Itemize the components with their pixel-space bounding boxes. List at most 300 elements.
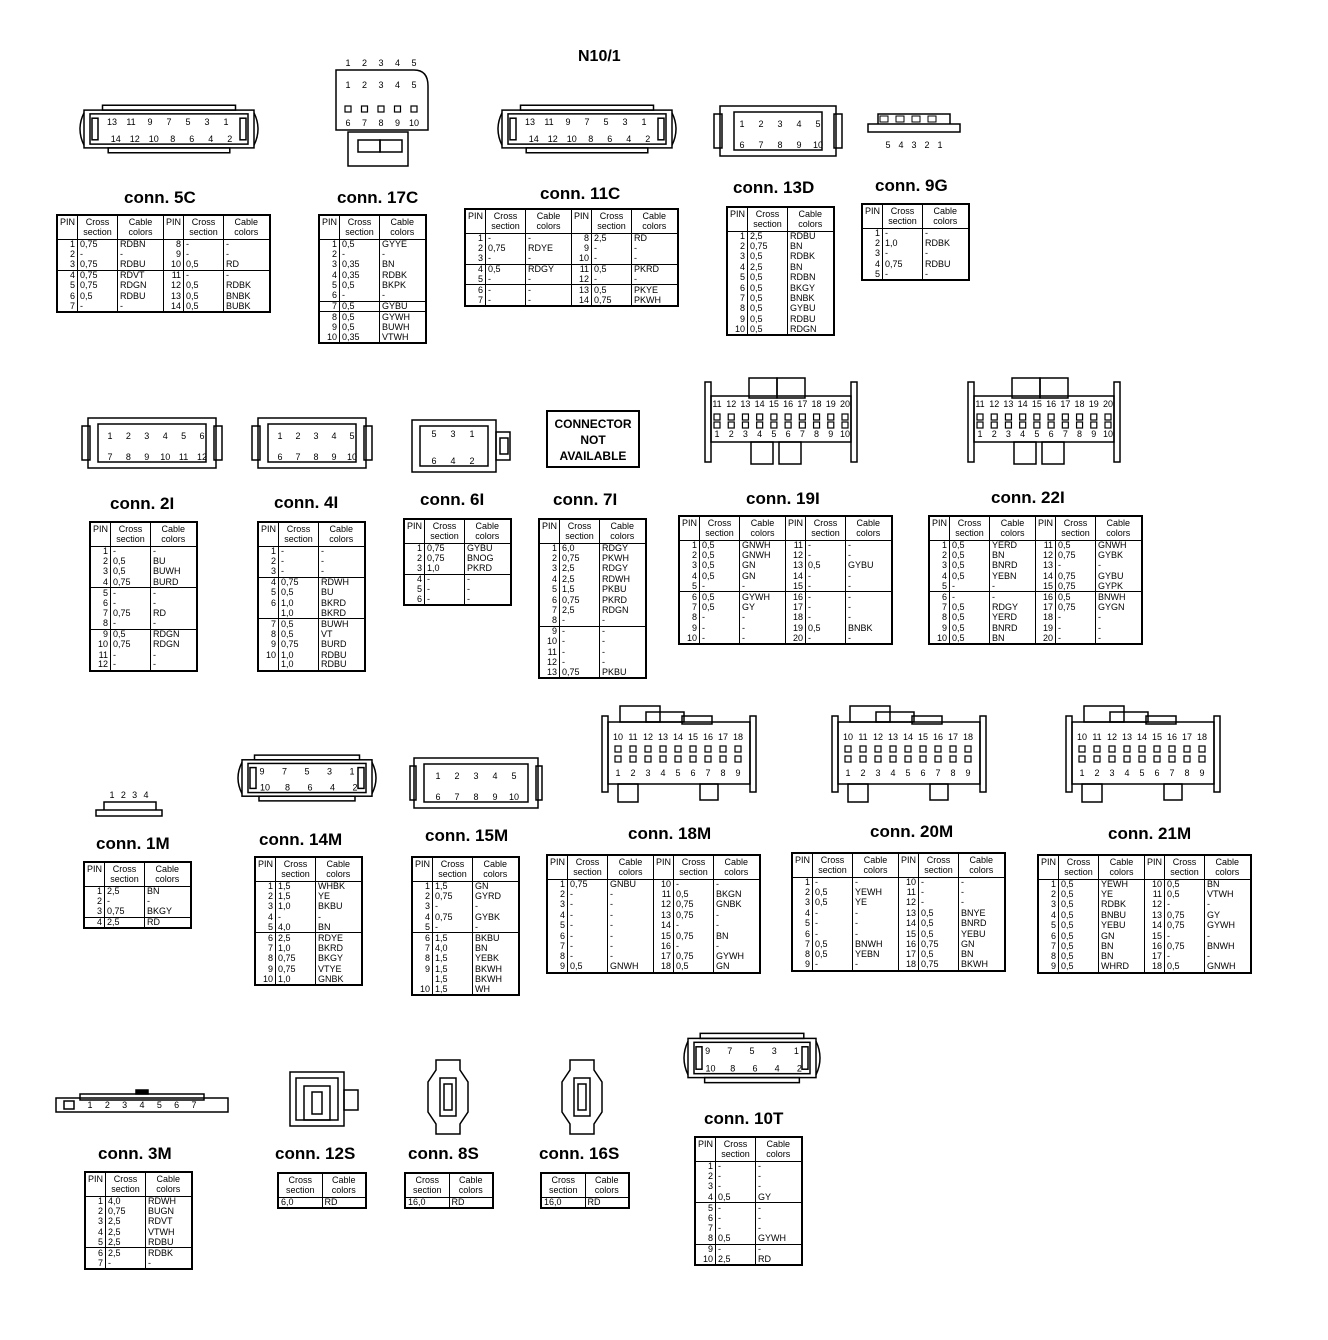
- connector-22i-drawing: [966, 376, 1122, 468]
- pin-number-label: 12: [129, 133, 140, 144]
- cross-section: -: [716, 1182, 756, 1192]
- pin-number: 6: [255, 933, 276, 943]
- pin-number-label: 6: [1154, 768, 1160, 778]
- pin-row: [57, 249, 270, 259]
- connector-outline: [64, 1101, 74, 1109]
- cross-section: 0,5: [674, 962, 714, 972]
- cable-color: GY: [756, 1192, 802, 1202]
- cross-section: 0,75: [1056, 582, 1096, 592]
- cable-color: BN: [788, 241, 834, 251]
- pin-number-label: 1: [107, 431, 113, 441]
- pin-number: 18: [899, 960, 919, 970]
- cross-section: 0,5: [813, 898, 853, 908]
- connector-outline: [700, 784, 718, 800]
- header-pin: PIN: [164, 215, 184, 239]
- header-cc: Cable colors: [380, 215, 426, 239]
- header-pin: PIN: [654, 855, 674, 879]
- pin-row: [404, 564, 511, 574]
- pin-number-label: 14: [902, 732, 914, 742]
- connector-5c-drawing: [74, 102, 264, 156]
- pin-row: [255, 943, 362, 953]
- connector-label-10t: conn. 10T: [704, 1109, 784, 1128]
- cross-section: -: [950, 592, 990, 602]
- cross-section: -: [716, 1213, 756, 1223]
- connector-label-3m: conn. 3M: [98, 1144, 172, 1163]
- pin-number: 4: [84, 917, 105, 928]
- header-pin: PIN: [695, 1137, 716, 1161]
- connector-outline: [500, 438, 508, 454]
- connector-13d-drawing: [714, 100, 842, 162]
- pin-row: [862, 270, 969, 280]
- cross-section: -: [279, 567, 319, 577]
- pin-number: 13: [572, 285, 592, 295]
- cross-section: -: [568, 910, 608, 920]
- pin-number-label: 1: [277, 431, 283, 441]
- pin-number: 2: [412, 891, 433, 901]
- pin-cavity: [950, 756, 956, 762]
- pin-number-label: 16: [1166, 732, 1178, 742]
- connector-label-19i: conn. 19I: [746, 489, 820, 508]
- pin-row: [792, 929, 1005, 939]
- cross-section: 0,75: [433, 912, 473, 922]
- pin-row: [727, 231, 834, 241]
- header-cc: Cable colors: [632, 209, 678, 233]
- pin-row: [727, 252, 834, 262]
- pin-number-label: 11: [628, 732, 638, 742]
- connector-outline: [304, 1086, 330, 1120]
- pin-number: 7: [258, 619, 279, 629]
- pin-number: 4: [412, 912, 433, 922]
- cable-color: YERD: [990, 613, 1036, 623]
- pin-table-17c: [318, 214, 427, 344]
- pin-row: [547, 952, 760, 962]
- pin-number: 1: [258, 546, 279, 556]
- pin-number-label: 10: [842, 732, 854, 742]
- pin-number-label: 10: [705, 1063, 716, 1074]
- pin-row: [319, 301, 426, 311]
- cross-section: 1,5: [276, 881, 316, 891]
- pin-number: 5: [255, 923, 276, 933]
- cable-color: -: [608, 889, 654, 899]
- cable-color: -: [465, 574, 511, 584]
- pin-row: [258, 567, 365, 577]
- pin-table-16s: [540, 1172, 630, 1209]
- pin-table-6i: [403, 518, 512, 606]
- pin-cavity: [1091, 422, 1097, 428]
- pin-row: [404, 585, 511, 595]
- cable-color: BN: [1099, 941, 1145, 951]
- pin-row: [727, 325, 834, 335]
- pin-cavity: [675, 756, 681, 762]
- cross-section: -: [486, 254, 526, 264]
- pin-table-4i: [257, 521, 366, 672]
- cross-section: 0,75: [279, 577, 319, 587]
- pin-cavity: [875, 746, 881, 752]
- pin-number: 10: [1145, 879, 1165, 889]
- pin-row: [84, 917, 191, 928]
- cross-section: 0,5: [1165, 962, 1205, 972]
- connector-label-7i: conn. 7I: [553, 490, 618, 509]
- pin-number-label: 3: [204, 117, 210, 128]
- pin-row: [319, 260, 426, 270]
- cable-color: GYBU: [846, 561, 892, 571]
- cable-color: BN: [316, 923, 362, 933]
- pin-table-14m: [254, 856, 363, 986]
- pin-number: 18: [1145, 962, 1165, 972]
- cable-color: GYRD: [473, 891, 519, 901]
- pin-number-label: 6: [1048, 429, 1054, 439]
- pin-cavity: [771, 422, 777, 428]
- cable-color: BKRD: [316, 943, 362, 953]
- pin-number: 10: [899, 877, 919, 887]
- pin-number-label: 7: [191, 1100, 197, 1110]
- pin-number: 11: [1036, 540, 1056, 550]
- pin-number: 5: [258, 588, 279, 598]
- pin-number-label: 10: [1102, 429, 1114, 439]
- pin-number-label: 5: [185, 117, 191, 128]
- pin-row: [727, 273, 834, 283]
- pin-row: [85, 1227, 192, 1237]
- pin-number-label: 14: [1017, 399, 1028, 409]
- pin-number-label: 12: [989, 399, 1000, 409]
- cross-section: 16,0: [541, 1197, 585, 1208]
- cross-section: -: [716, 1203, 756, 1213]
- header-cs: Cross section: [919, 853, 959, 877]
- cross-section: 0,5: [748, 314, 788, 324]
- header-cc: Cable colors: [585, 1173, 629, 1197]
- pin-number: 12: [786, 550, 806, 560]
- pin-number: 6: [727, 283, 748, 293]
- pin-number: 4: [679, 571, 700, 581]
- pin-number: 4: [539, 574, 560, 584]
- cable-color: -: [526, 295, 572, 305]
- cable-color: -: [714, 879, 760, 889]
- pin-number-label: 15: [1151, 732, 1163, 742]
- pin-number-label: 6: [752, 1063, 758, 1074]
- pin-row: [319, 281, 426, 291]
- cross-section: 0,5: [1165, 889, 1205, 899]
- pin-number: 3: [84, 907, 105, 917]
- cable-color: -: [608, 931, 654, 941]
- cross-section: -: [486, 233, 526, 243]
- pin-number: 14: [164, 301, 184, 311]
- pin-number-label: 2: [796, 1063, 802, 1074]
- cable-color: -: [1096, 561, 1142, 571]
- pin-number-label: 5: [603, 117, 609, 128]
- header-cc: Cable colors: [145, 862, 191, 886]
- cable-color: RD: [322, 1197, 366, 1208]
- connector-17c-drawing: [330, 58, 432, 170]
- header-pin: PIN: [862, 204, 883, 228]
- pin-number-label: 2: [630, 768, 636, 778]
- pin-number: 1: [412, 881, 433, 891]
- cable-color: BN: [1099, 952, 1145, 962]
- cross-section: 0,5: [716, 1192, 756, 1202]
- pin-cavity: [645, 756, 651, 762]
- cross-section: 2,5: [105, 886, 145, 896]
- cross-section: 6,0: [560, 543, 600, 553]
- pin-number: 4: [258, 577, 279, 587]
- pin-number: 8: [164, 239, 184, 249]
- cross-section: 2,5: [276, 933, 316, 943]
- connector-2i-drawing: [82, 412, 222, 474]
- pin-number: 6: [57, 291, 78, 301]
- cable-color: RDGN: [151, 640, 197, 650]
- pin-number-label: 8: [284, 782, 291, 793]
- pin-number: 16: [654, 941, 674, 951]
- pin-row: [695, 1244, 802, 1254]
- pin-cavity: [905, 746, 911, 752]
- pin-number-label: 17: [1181, 732, 1193, 742]
- cross-section: -: [806, 582, 846, 592]
- pin-number: 7: [792, 939, 813, 949]
- pin-row: [679, 613, 892, 623]
- connector-outline: [358, 768, 364, 789]
- pin-number-label: 1: [615, 768, 621, 778]
- pin-number: 18: [1036, 613, 1056, 623]
- connector-outline: [1082, 784, 1102, 802]
- cross-section: 0,5: [1059, 962, 1099, 972]
- cable-color: -: [151, 546, 197, 556]
- header-cc: Cable colors: [1099, 855, 1145, 879]
- pin-number: 7: [90, 608, 111, 618]
- pin-number: 8: [1038, 952, 1059, 962]
- cross-section: 1,0: [276, 902, 316, 912]
- pin-number: 5: [679, 582, 700, 592]
- pin-number-label: 7: [361, 118, 368, 128]
- cross-section: -: [813, 929, 853, 939]
- pin-row: [57, 301, 270, 311]
- pin-number-label: 4: [1124, 768, 1130, 778]
- header-cs: Cross section: [425, 519, 465, 543]
- pin-row: [727, 283, 834, 293]
- cable-color: BN: [788, 262, 834, 272]
- pin-row: [85, 1217, 192, 1227]
- pin-number: 13: [1036, 561, 1056, 571]
- pin-number: 6: [547, 931, 568, 941]
- pin-cavity: [630, 756, 636, 762]
- na-line-3: AVAILABLE: [559, 449, 627, 463]
- cable-color: -: [756, 1244, 802, 1254]
- pin-row: [90, 619, 197, 629]
- cable-color: BKWH: [473, 975, 519, 985]
- connector-label-12s: conn. 12S: [275, 1144, 356, 1163]
- pin-cavity: [1034, 422, 1040, 428]
- cross-section: -: [486, 275, 526, 285]
- pin-cavity: [1199, 746, 1205, 752]
- pin-number-label: 9: [796, 140, 802, 150]
- connector-outline: [1214, 716, 1220, 792]
- pin-row: [412, 943, 519, 953]
- pin-number: 3: [57, 260, 78, 270]
- cable-color: RD: [224, 260, 270, 270]
- pin-number: 9: [164, 249, 184, 259]
- cross-section: 0,75: [1056, 602, 1096, 612]
- cable-color: -: [151, 660, 197, 670]
- pin-number-label: 3: [132, 790, 138, 800]
- pin-number-label: 5: [431, 429, 437, 439]
- cable-color: -: [473, 902, 519, 912]
- cable-color: GN: [740, 571, 786, 581]
- pin-number-label: 8: [730, 1063, 736, 1074]
- pin-number: 2: [84, 896, 105, 906]
- header-cs: Cross section: [184, 215, 224, 239]
- pin-row: [57, 260, 270, 270]
- cable-color: RDBU: [788, 231, 834, 241]
- cross-section: -: [111, 546, 151, 556]
- pin-cavity: [1048, 414, 1054, 420]
- cross-section: 0,75: [78, 239, 118, 249]
- pin-number: 5: [319, 281, 340, 291]
- pin-number: 12: [899, 898, 919, 908]
- cross-section: -: [716, 1244, 756, 1254]
- cable-color: -: [756, 1161, 802, 1171]
- cable-color: -: [846, 634, 892, 644]
- cable-color: -: [846, 613, 892, 623]
- header-pin: PIN: [1145, 855, 1165, 879]
- pin-table-20m: [791, 852, 1006, 972]
- pin-cavity: [875, 756, 881, 762]
- connector-19i-drawing: [703, 376, 859, 468]
- cross-section: 1,0: [279, 598, 319, 608]
- connector-outline: [802, 1047, 808, 1069]
- pin-number: 1: [85, 1196, 106, 1206]
- cable-color: -: [600, 626, 646, 636]
- connector-label-20m: conn. 20M: [870, 822, 954, 841]
- cross-section: 0,5: [950, 634, 990, 644]
- cable-color: RDBK: [146, 1248, 192, 1258]
- pin-number: 3: [404, 564, 425, 574]
- pin-number-label: 1: [1079, 768, 1085, 778]
- pin-number-label: 4: [329, 782, 336, 793]
- cable-color: YERD: [990, 540, 1036, 550]
- pin-number-label: 5: [349, 431, 355, 441]
- connector-9g-drawing: [866, 108, 962, 154]
- pin-number-label: 2: [728, 429, 734, 439]
- cross-section: 0,35: [340, 260, 380, 270]
- cable-color: PKYE: [632, 285, 678, 295]
- connector-8s-drawing: [422, 1054, 474, 1140]
- header-cs: Cross section: [340, 215, 380, 239]
- pin-table-5c: [56, 214, 271, 313]
- header-cc: Cable colors: [853, 853, 899, 877]
- pin-cavity: [714, 414, 720, 420]
- pin-number-label: 2: [120, 790, 126, 800]
- pin-row: [412, 923, 519, 933]
- pin-number: 2: [1038, 889, 1059, 899]
- pin-number-label: 2: [454, 771, 460, 781]
- pin-number-label: 8: [473, 792, 479, 802]
- pin-number: 12: [1145, 900, 1165, 910]
- pin-cavity: [1020, 414, 1026, 420]
- cable-color: RDBK: [224, 281, 270, 291]
- pin-number-label: 5: [815, 119, 821, 129]
- pin-cavity: [690, 756, 696, 762]
- cable-color: GYPK: [1096, 582, 1142, 592]
- pin-number-label: 1: [87, 1100, 93, 1110]
- pin-number-label: 9: [394, 118, 401, 128]
- pin-row: [319, 333, 426, 343]
- header-cs: Cross section: [560, 519, 600, 543]
- pin-number: 10: [258, 650, 279, 660]
- pin-number: 10: [679, 634, 700, 644]
- pin-number: 2: [255, 891, 276, 901]
- pin-cavity: [1109, 756, 1115, 762]
- header-cs: Cross section: [405, 1173, 449, 1197]
- pin-number-label: 4: [774, 1063, 780, 1074]
- pin-row: [792, 919, 1005, 929]
- pin-row: [539, 553, 646, 563]
- pin-number: 5: [929, 582, 950, 592]
- pin-number-label: 4: [626, 133, 632, 144]
- pin-number: 11: [539, 647, 560, 657]
- pin-number-label: 9: [1199, 768, 1205, 778]
- header-cc: Cable colors: [846, 516, 892, 540]
- pin-row: [695, 1255, 802, 1265]
- connector-outline: [779, 442, 801, 464]
- header-pin: PIN: [404, 519, 425, 543]
- pin-row: [679, 634, 892, 644]
- pin-number: 3: [792, 898, 813, 908]
- pin-number: 14: [1036, 571, 1056, 581]
- pin-row: [547, 900, 760, 910]
- pin-number-label: 16: [932, 732, 944, 742]
- pin-row: [1038, 900, 1251, 910]
- cable-color: -: [632, 275, 678, 285]
- pin-number-label: 10: [508, 792, 520, 802]
- pin-number-label: 7: [799, 429, 805, 439]
- pin-row: [319, 322, 426, 332]
- pin-row: [792, 908, 1005, 918]
- cable-color: RDYE: [526, 243, 572, 253]
- pin-number-label: 3: [742, 429, 748, 439]
- cross-section: -: [106, 1258, 146, 1268]
- pin-number: 1: [319, 239, 340, 249]
- cross-section: -: [560, 626, 600, 636]
- cross-section: 0,5: [184, 301, 224, 311]
- header-cs: Cross section: [1056, 516, 1096, 540]
- cross-section: -: [560, 657, 600, 667]
- pin-cavity: [714, 422, 720, 428]
- pin-number-label: 1: [435, 771, 441, 781]
- pin-row: [1038, 941, 1251, 951]
- pin-cavity: [675, 746, 681, 752]
- pin-number-label: 8: [814, 429, 820, 439]
- pin-cavity: [991, 414, 997, 420]
- pin-number-label: 14: [110, 133, 121, 144]
- pin-cavity: [1199, 756, 1205, 762]
- pin-row: [465, 264, 678, 274]
- pin-number-label: 9: [331, 452, 337, 462]
- cross-section: 1,5: [433, 975, 473, 985]
- connector-outline: [912, 716, 942, 724]
- pin-number: 5: [1038, 921, 1059, 931]
- cable-color: YE: [316, 891, 362, 901]
- pin-number-label: 10: [346, 452, 358, 462]
- pin-cavity: [705, 746, 711, 752]
- pin-number: 6: [258, 598, 279, 608]
- cross-section: -: [1165, 952, 1205, 962]
- pin-row: [727, 241, 834, 251]
- pin-row: [695, 1182, 802, 1192]
- pin-number-label: 1: [714, 429, 720, 439]
- cable-color: BKWH: [959, 960, 1005, 970]
- pin-number-label: 9: [1091, 429, 1097, 439]
- pin-number-label: 1: [739, 119, 745, 129]
- pin-number-label: 10: [408, 118, 420, 128]
- cable-color: BKGY: [316, 954, 362, 964]
- pin-number: 2: [727, 241, 748, 251]
